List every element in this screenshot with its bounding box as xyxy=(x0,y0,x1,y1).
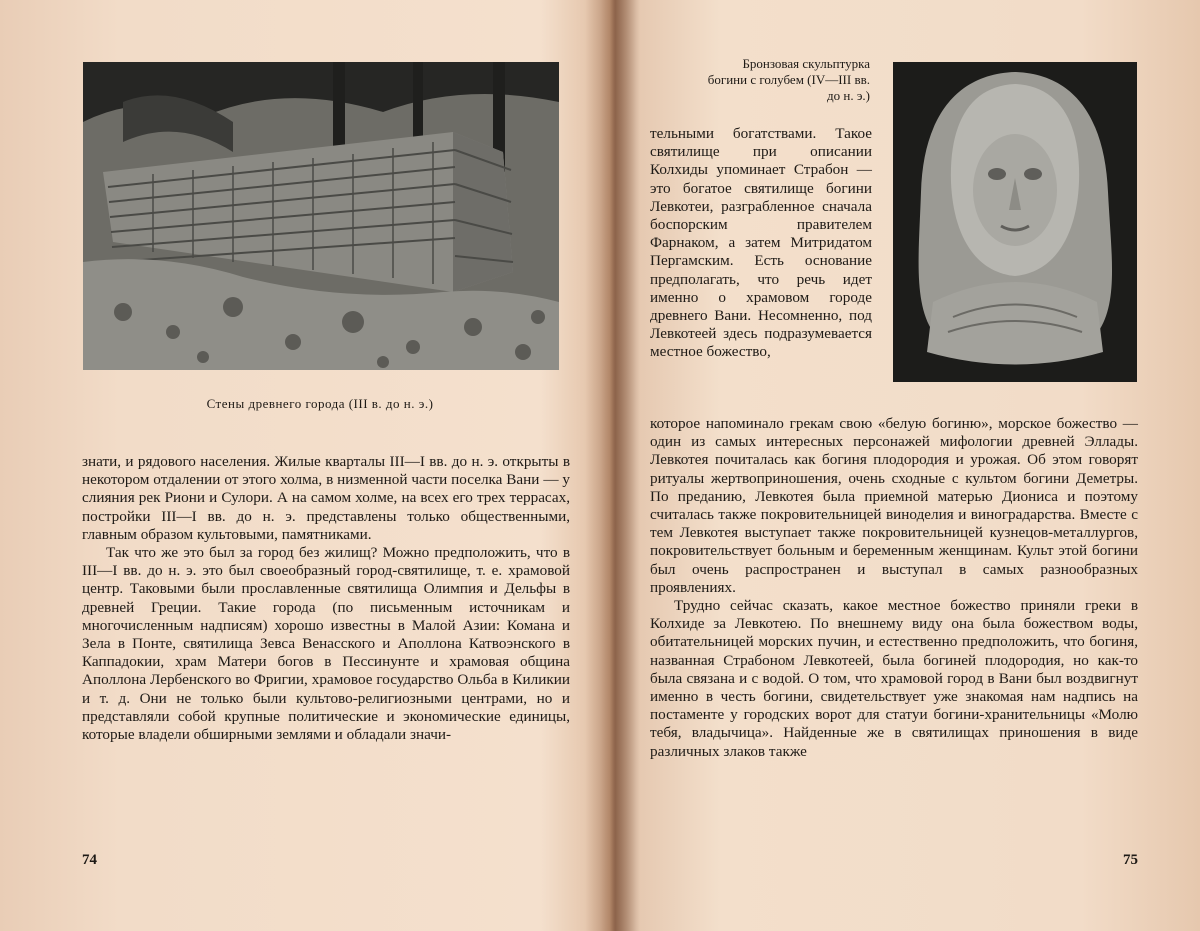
paragraph: которое напоминало грекам свою «белую богиню», морское божество — один из самых интересных персонажей мифологии древней Эллады. Левкотея почиталась как богиня плодородия и урожая. Об этом говорят ритуалы жертвоприношения, очень сходные с культом богини Деметры. По преданию, Левкотея была приемной матерью Диониса и поэтому считалась также покровительницей виноделия и виноградарства. Вместе с тем Левкотея выступает также покровительницей кузнецов-металлургов, покровительствует больным и беременным женщинам. Культ этой богини был очень распространен и выступал в самых разнообразных проявлениях. xyxy=(650,415,1138,596)
narrow-column-text: тельными богатствами. Такое святилище при описании Колхиды упоминает Страбон — это богатое святилище богини Левкотеи, разграбленное сначала боспорским правителем Фарнаком, а затем Митридатом Пергамским. Есть основание предполагать, что речь идет именно о храмовом городе древнего Вани. Несомненно, под Левкотеей здесь подразумевается местное божество, xyxy=(650,125,872,361)
bronze-figurine-photo xyxy=(893,62,1137,382)
page-number: 74 xyxy=(82,852,97,868)
city-wall-photo xyxy=(83,62,559,370)
page-number: 75 xyxy=(1123,852,1138,868)
photo-caption: Стены древнего города (III в. до н. э.) xyxy=(206,396,434,411)
photo-caption: Бронзовая скульптурка богини с голубем (IV—III вв. до н. э.) xyxy=(707,56,870,103)
goddess-figurine-illustration xyxy=(893,62,1137,382)
paragraph: Так что же это был за город без жилищ? Можно предположить, что в III—I вв. до н. э. это был своеобразный город-святилище, т. е. храмовой центр. Таковыми были прославленные святилища Олимпия и Дельфы в древней Греции. Такие города (по письменным источникам и многочисленным надписям) хорошо известны в Малой Азии: Комана и Зела в Понте, святилища Зевса Венасского и Аполлона Катвоэнского в Каппадокии, храм Матери богов в Пессинунте и храмовая община Аполлона Лербенского во Фригии, храмовое государство Ольба в Киликии и т. д. Они не только были культово-религиозными центрами, но и представляли собой крупные политические и экономические единицы, которые владели обширными землями и обладали значи- xyxy=(82,544,570,744)
paragraph: Трудно сейчас сказать, какое местное божество приняли греки в Колхиде за Левкотею. По внешнему виду она была божеством воды, обитательницей морских пучин, и естественно предположить, что богиня, названная Страбоном Левкотеей, была богиней плодородия, но как-то была связана и с водой. О том, что храмовой город в Вани был воздвигнут именно в честь богини, свидетельствует уже знакомая нам надпись на постаменте у городских ворот для статуи богини-хранительницы «Молю тебя, владычица». Найденные же в святилищах приношения в виде различных злаков также xyxy=(650,597,1138,760)
paragraph: знати, и рядового населения. Жилые кварталы III—I вв. до н. э. открыты в некотором отдалении от этого холма, в низменной части поселка Вани — у слияния рек Риони и Сулори. А на самом холме, на всех его трех террасах, постройки III—I вв. до н. э. представлены только общественными, главным образом культовыми, памятниками. xyxy=(82,453,570,543)
right-page xyxy=(600,0,1200,931)
right-body-text xyxy=(650,415,1138,761)
left-body-text xyxy=(82,453,570,744)
city-wall-illustration xyxy=(83,62,559,370)
